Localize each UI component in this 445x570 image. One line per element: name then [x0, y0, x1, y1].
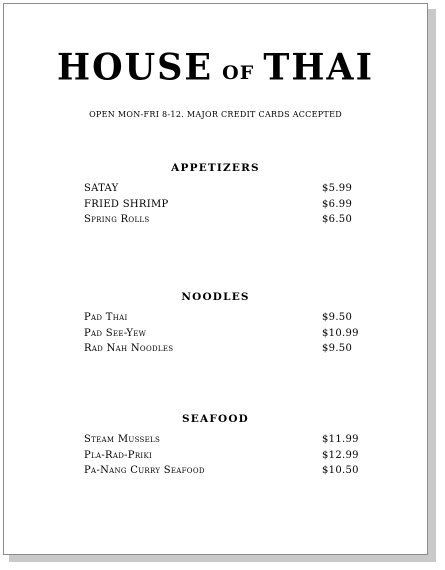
menu-title [4, 45, 427, 90]
item-price: $9.50 [322, 343, 353, 354]
item-name: Pla-Rad-Priki [84, 449, 153, 461]
item-name: Pa-Nang Curry Seafood [84, 465, 205, 476]
item-price: $6.50 [322, 214, 353, 225]
menu-item [4, 199, 427, 215]
item-name: Pad Thai [84, 312, 128, 323]
section-title-seafood: SEAFOOD [182, 413, 249, 425]
menu-item [4, 214, 427, 230]
item-price: $11.99 [322, 434, 359, 445]
menu-item [4, 328, 427, 344]
section-seafood [4, 413, 427, 481]
menu-item [4, 312, 427, 328]
title-word-house: HOUSE [57, 45, 214, 90]
item-name: Steam Mussels [84, 434, 161, 445]
item-price: $12.99 [322, 449, 359, 461]
title-word-of: OF [222, 62, 255, 84]
item-price: $9.50 [322, 312, 353, 323]
item-price: $10.99 [322, 327, 359, 339]
item-name: Rad Nah Noodles [84, 343, 174, 354]
section-noodles [4, 291, 427, 359]
menu-item [4, 434, 427, 450]
item-price: $5.99 [322, 183, 353, 194]
menu-item [4, 183, 427, 199]
menu-item [4, 465, 427, 481]
item-price: $10.50 [322, 465, 359, 476]
title-word-thai: THAI [263, 45, 374, 90]
menu-item [4, 450, 427, 466]
item-name: Spring Rolls [84, 214, 150, 225]
item-name: FRIED SHRIMP [84, 198, 169, 210]
item-name: SATAY [84, 183, 119, 194]
item-price: $6.99 [322, 198, 353, 210]
menu-page [3, 3, 428, 555]
section-title-noodles: NOODLES [181, 291, 250, 303]
item-name: Pad See-Yew [84, 327, 147, 339]
menu-subtitle: OPEN MON-FRI 8-12. MAJOR CREDIT CARDS ACCEPTED [89, 110, 342, 119]
section-appetizers [4, 162, 427, 230]
menu-item [4, 343, 427, 359]
section-title-appetizers: APPETIZERS [171, 162, 260, 174]
